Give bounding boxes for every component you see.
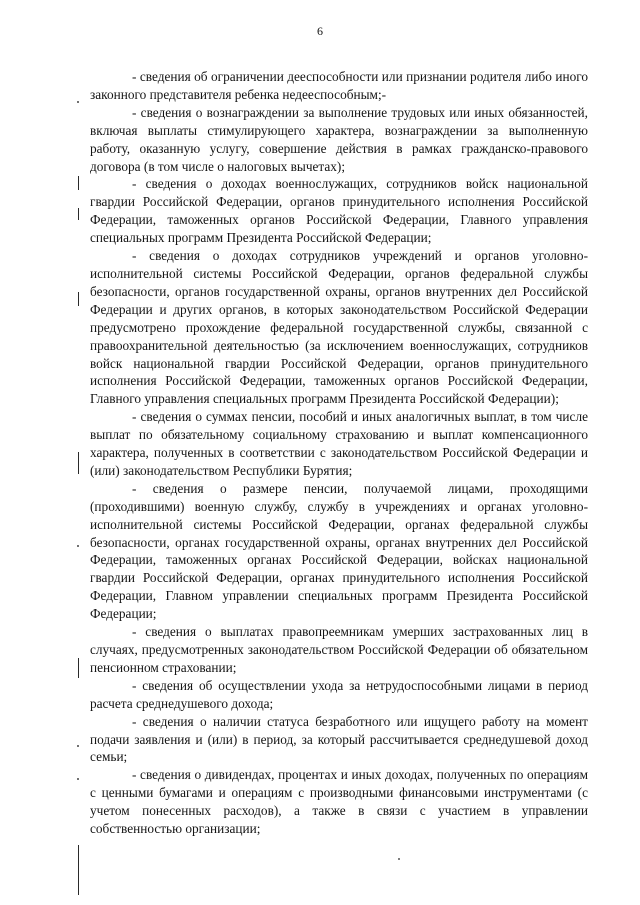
paragraph-remuneration: - сведения о вознаграждении за выполнение трудовых или иных обязанностей, включая выплаты стимулирующего характера, вознаграждении за выполненную работу, оказанную услугу, совершение действия в рамках гражданско-правового договора (в том числе о налоговых вычетах); bbox=[90, 104, 588, 174]
scan-mark bbox=[78, 292, 79, 306]
paragraph-legal-capacity: - сведения об ограничении дееспособности или признании родителя либо иного законного представителя ребенка недееспособным;- bbox=[90, 69, 588, 102]
paragraph-law-enforcement-income: - сведения о доходах сотрудников учреждений и органов уголовно-исполнительной системы Российской Федерации, органов федеральной службы безопасности, органов государственной охраны, органов внутренних дел Российской Федерации и других органов, в которых законодательством Российской Федерации предусмотрено прохождение федеральной государственной службы, связанной с правоохранительной деятельностью (за исключением военнослужащих, сотрудников войск национальной гвардии Российской Федерации, органов принудительного исполнения Российской Федерации, таможенных органов Российской Федерации, Главного управления специальных программ Президента Российской Федерации); bbox=[90, 248, 588, 407]
paragraph-unemployed-status: - сведения о наличии статуса безработного или ищущего работу на момент подачи заявления и (или) в период, за который рассчитывается среднедушевой доход семьи; bbox=[90, 713, 588, 765]
scan-mark bbox=[78, 176, 79, 190]
paragraph-service-pension: - сведения о размере пенсии, получаемой лицами, проходящими (проходившими) военную службу, службу в учреждениях и органах уголовно-исполнительной системы Российской Федерации, органах федеральной службы безопасности, органах государственной охраны, органах внутренних дел Российской Федерации, таможенных органах Российской Федерации, войсках национальной гвардии Российской Федерации, органах принудительного исполнения Российской Федерации, Главном управлении специальных программ Президента Российской Федерации; bbox=[90, 480, 588, 622]
scan-margin-marks bbox=[0, 0, 100, 905]
scan-mark bbox=[78, 208, 79, 220]
scan-mark bbox=[77, 778, 79, 780]
scan-mark bbox=[78, 845, 79, 895]
paragraph-successor-payments: - сведения о выплатах правопреемникам умерших застрахованных лиц в случаях, предусмотренных законодательством Российской Федерации об обязательном пенсионном страховании; bbox=[90, 624, 588, 675]
scan-speck bbox=[398, 858, 400, 860]
scan-mark bbox=[77, 745, 79, 747]
paragraph-pensions-benefits: - сведения о суммах пенсии, пособий и иных аналогичных выплат, в том числе выплат по обязательному социальному страхованию и выплат компенсационного характера, полученных в соответствии с законодательством Российской Федерации и (или) законодательством Республики Бурятия; bbox=[90, 409, 588, 478]
scan-mark bbox=[77, 101, 79, 103]
page-number: 6 bbox=[317, 24, 323, 38]
paragraph-dividends: - сведения о дивидендах, процентах и иных доходах, полученных по операциям с ценными бумагами и операциям с производными финансовыми инструментами (с учетом понесенных расходов), а также в связи с участием в управлении собственностью организации; bbox=[90, 767, 588, 837]
scan-mark bbox=[78, 658, 79, 678]
scan-mark bbox=[78, 452, 79, 474]
scan-mark bbox=[77, 545, 79, 547]
document-body bbox=[90, 68, 588, 838]
paragraph-care-for-disabled: - сведения об осуществлении ухода за нетрудоспособными лицами в период расчета среднедушевого дохода; bbox=[90, 677, 588, 711]
paragraph-military-income: - сведения о доходах военнослужащих, сотрудников войск национальной гвардии Российской Федерации, органов принудительного исполнения Российской Федерации, таможенных органов Российской Федерации, Главного управления специальных программ Президента Российской Федерации; bbox=[90, 176, 588, 246]
